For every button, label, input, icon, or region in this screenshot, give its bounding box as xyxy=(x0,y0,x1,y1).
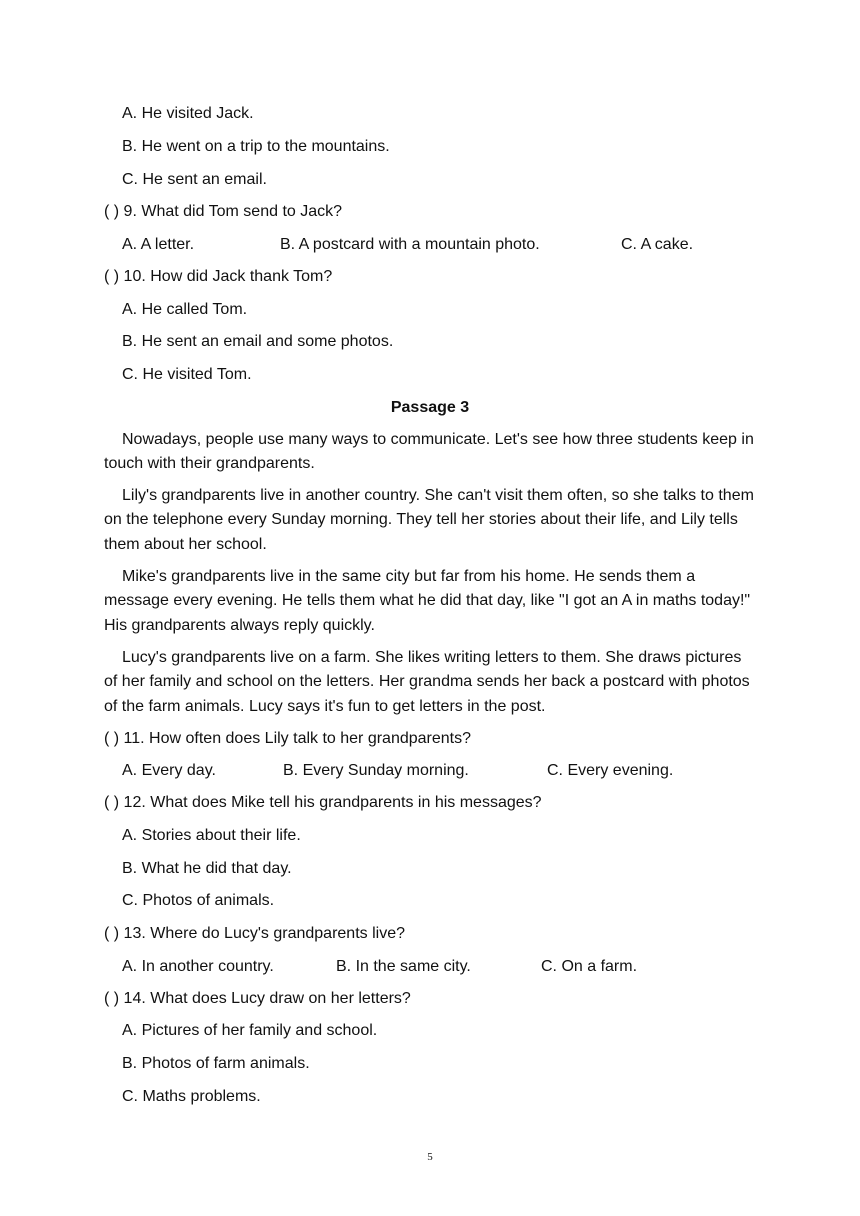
passage-title: Passage 3 xyxy=(390,399,470,416)
question-12-option-a: A. Stories about their life. xyxy=(122,827,301,844)
question-13-option-b: B. In the same city. xyxy=(336,958,471,975)
question-12-option-c: C. Photos of animals. xyxy=(122,892,275,909)
question-13-option-c: C. On a farm. xyxy=(541,958,638,975)
question-14-stem: ( ) 14. What does Lucy draw on her letters? xyxy=(104,990,411,1007)
question-10-option-b: B. He sent an email and some photos. xyxy=(122,333,394,350)
passage-paragraph: Lily's grandparents live in another country. She can't visit them often, so she talks to them on the telephone every Sunday morning. They tell her stories about their life, and Lily tells them about her school. xyxy=(104,487,754,553)
question-10-option-a: A. He called Tom. xyxy=(122,301,248,318)
question-9-option-c: C. A cake. xyxy=(621,236,694,253)
question-13-stem: ( ) 13. Where do Lucy's grandparents live? xyxy=(104,925,405,942)
question-14-option-c: C. Maths problems. xyxy=(122,1088,261,1105)
question-13-option-a: A. In another country. xyxy=(122,958,274,975)
option-line: B. He went on a trip to the mountains. xyxy=(122,138,390,155)
page-number: 5 xyxy=(427,1151,433,1163)
question-11-option-c: C. Every evening. xyxy=(547,762,674,779)
question-14-option-b: B. Photos of farm animals. xyxy=(122,1055,310,1072)
passage-paragraph: Mike's grandparents live in the same city but far from his home. He sends them a message every evening. He tells them what he did that day, like "I got an A in maths today!" His grandparents always reply quickly. xyxy=(104,568,751,634)
question-12-stem: ( ) 12. What does Mike tell his grandparents in his messages? xyxy=(104,794,542,811)
passage-paragraph: Nowadays, people use many ways to communicate. Let's see how three students keep in touch with their grandparents. xyxy=(104,431,754,473)
question-10-stem: ( ) 10. How did Jack thank Tom? xyxy=(104,268,333,285)
passage-paragraph: Lucy's grandparents live on a farm. She likes writing letters to them. She draws pictures of her family and school on the letters. Her grandma sends her back a postcard with photos of the farm animals. Lucy says it's fun to get letters in the post. xyxy=(104,649,750,715)
question-9-option-b: B. A postcard with a mountain photo. xyxy=(280,236,540,253)
question-12-option-b: B. What he did that day. xyxy=(122,860,292,877)
question-11-option-a: A. Every day. xyxy=(122,762,216,779)
option-line: A. He visited Jack. xyxy=(122,105,254,122)
question-9-option-a: A. A letter. xyxy=(122,236,195,253)
question-9-stem: ( ) 9. What did Tom send to Jack? xyxy=(104,203,343,220)
question-10-option-c: C. He visited Tom. xyxy=(122,366,252,383)
question-14-option-a: A. Pictures of her family and school. xyxy=(122,1022,378,1039)
option-line: C. He sent an email. xyxy=(122,171,267,188)
question-11-stem: ( ) 11. How often does Lily talk to her grandparents? xyxy=(104,730,472,747)
question-11-option-b: B. Every Sunday morning. xyxy=(283,762,469,779)
